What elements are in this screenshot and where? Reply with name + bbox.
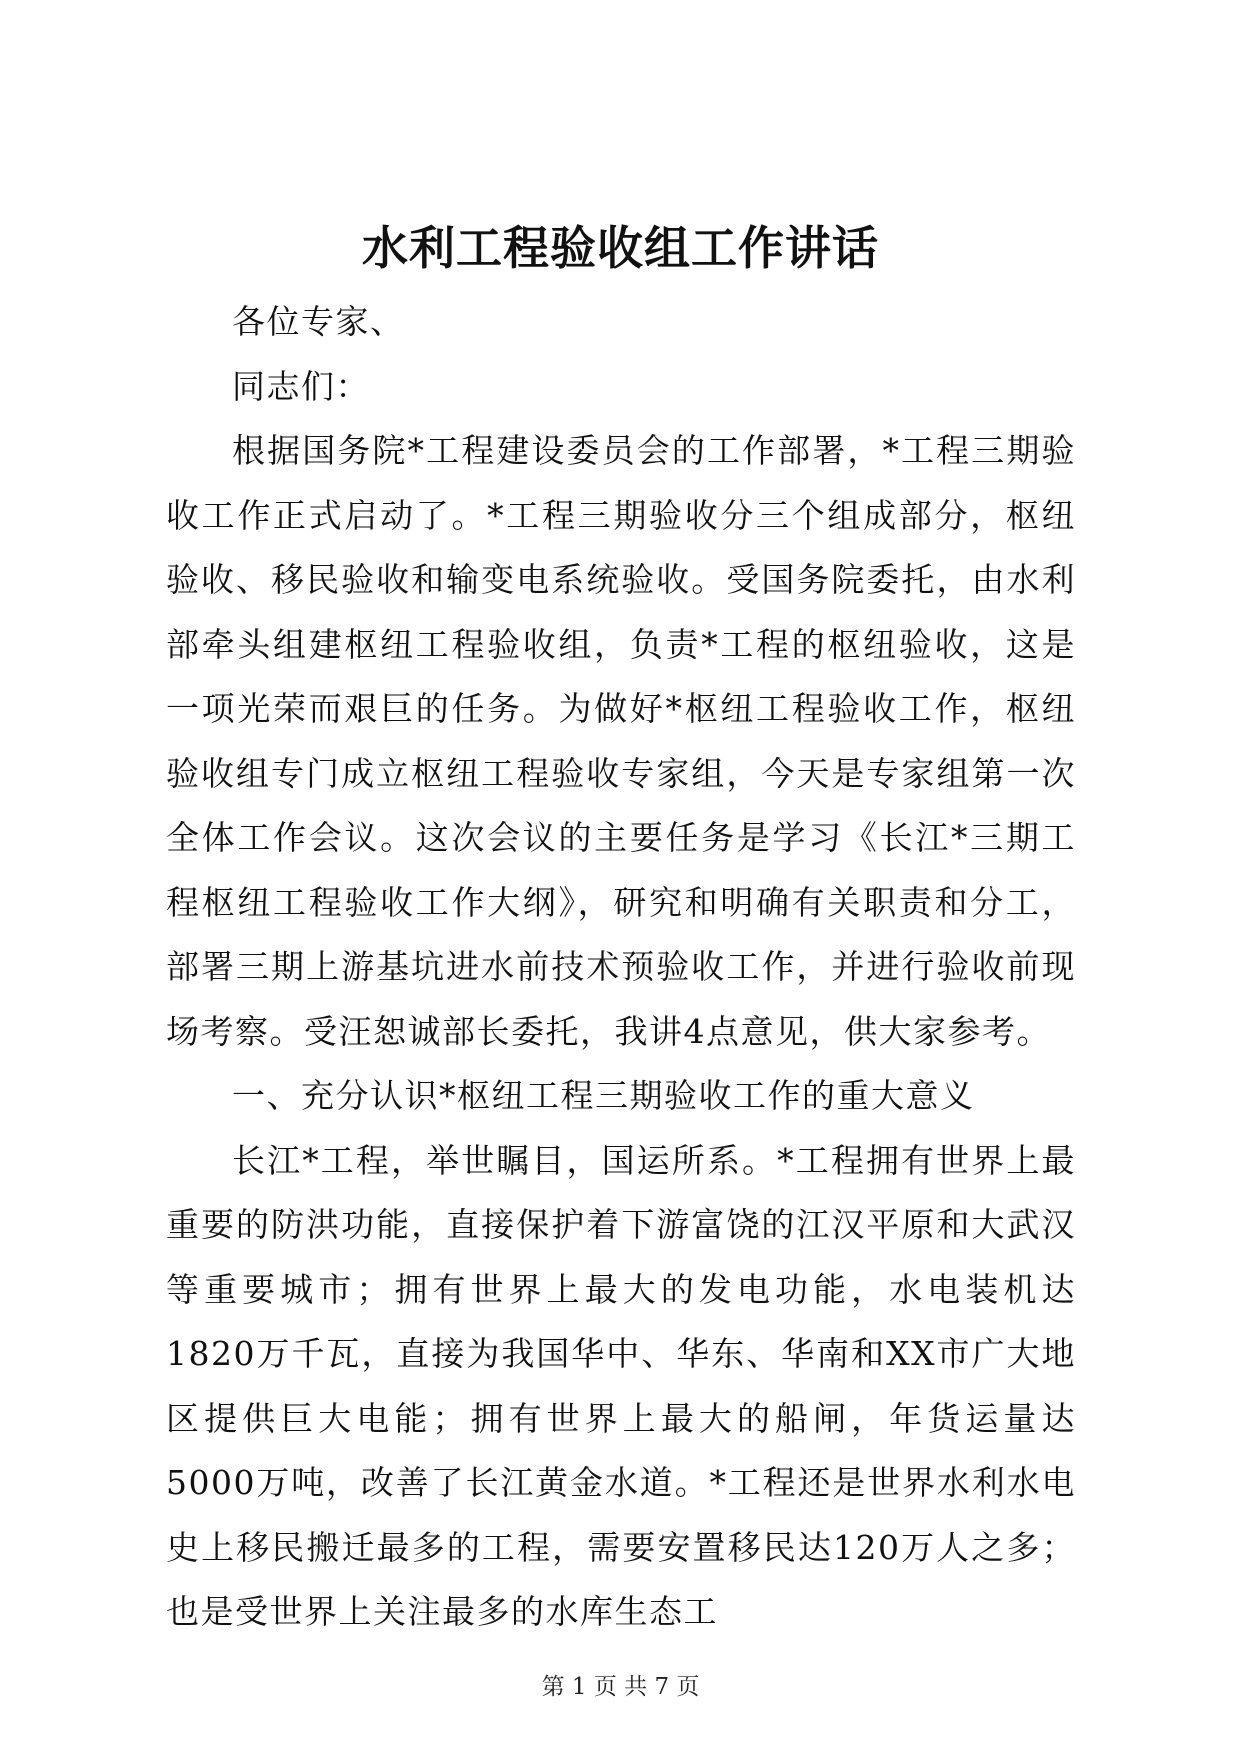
section-heading-1: 一、充分认识*枢纽工程三期验收工作的重大意义: [232, 1076, 975, 1115]
intro-paragraph: 根据国务院*工程建设委员会的工作部署，*工程三期验收工作正式启动了。*工程三期验收分三个组成部分，枢纽验收、移民验收和输变电系统验收。受国务院委托，由水利部牵头组建枢纽工程验收组，负责*工程的枢纽验收，这是一项光荣而艰巨的任务。为做好*枢纽工程验收工作，枢纽验收组专门成立枢纽工程验收专家组，今天是专家组第一次全体工作会议。这次会议的主要任务是学习《长江*三期工程枢纽工程验收工作大纲》，研究和明确有关职责和分工，部署三期上游基坑进水前技术预验收工作，并进行验收前现场考察。受汪恕诚部长委托，我讲4点意见，供大家参考。: [166, 431, 1076, 1051]
section-paragraph-1: 长江*工程，举世瞩目，国运所系。*工程拥有世界上最重要的防洪功能，直接保护着下游富饶的江汉平原和大武汉等重要城市；拥有世界上最大的发电功能，水电装机达1820万千瓦，直接为我国华中、华东、华南和XX市广大地区提供巨大电能；拥有世界上最大的船闸，年货运量达5000万吨，改善了长江黄金水道。*工程还是世界水利水电史上移民搬迁最多的工程，需要安置移民达120万人之多；也是受世界上关注最多的水库生态工: [166, 1140, 1076, 1631]
document-title: 水利工程验收组工作讲话: [362, 221, 879, 275]
document-body: [166, 290, 1076, 1645]
salutation-line-1: 各位专家、: [232, 302, 405, 341]
salutation-line-2: 同志们：: [232, 366, 370, 406]
page-number: 第 1 页 共 7 页: [541, 1674, 700, 1700]
